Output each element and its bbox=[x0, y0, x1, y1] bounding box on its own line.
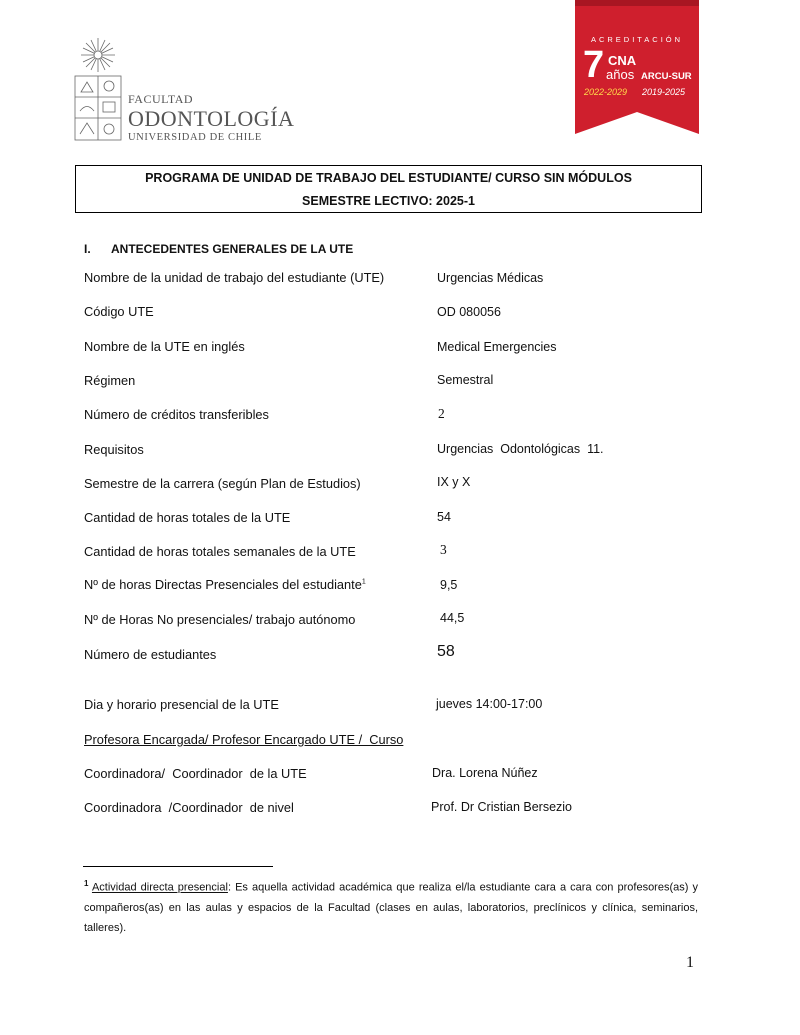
logo-faculty-label: FACULTAD bbox=[128, 92, 194, 106]
footnote-number: 1 bbox=[84, 879, 89, 888]
page-number: 1 bbox=[686, 954, 694, 971]
footnote-term: Actividad directa presencial bbox=[91, 881, 228, 894]
arcu-sur-label: ARCU-SUR bbox=[641, 71, 692, 82]
field-value-direct-hours: 9,5 bbox=[440, 578, 458, 592]
field-value-total-hours: 54 bbox=[437, 510, 451, 524]
footnote-text: : Es aquella actividad académica que realiza el/la estudiante cara a cara con profesores(as) y compañeros(as) en las aulas y espacios de la Facultad (clases en aulas, laboratorios, preclínicos y clínica, seminarios, talleres). bbox=[84, 881, 699, 934]
field-label-direct-hours-text: Nº de horas Directas Presenciales del estudiante bbox=[84, 577, 362, 592]
accreditation-label: ACREDITACIÓN bbox=[590, 35, 684, 44]
field-value-schedule: jueves 14:00-17:00 bbox=[436, 697, 543, 711]
field-label-credits: Número de créditos transferibles bbox=[84, 407, 269, 422]
accreditation-years-number: 7 bbox=[583, 44, 605, 86]
section-heading bbox=[84, 242, 353, 256]
field-value-non-presential-hours: 44,5 bbox=[440, 611, 465, 625]
logo-university: UNIVERSIDAD DE CHILE bbox=[128, 132, 262, 143]
field-label-semester: Semestre de la carrera (según Plan de Estudios) bbox=[84, 476, 361, 491]
footnote-separator bbox=[83, 866, 273, 867]
field-value-credits: 2 bbox=[438, 406, 445, 421]
field-label-non-presential-hours: Nº de Horas No presenciales/ trabajo autónomo bbox=[84, 612, 356, 627]
field-value-english-name: Medical Emergencies bbox=[437, 340, 557, 354]
staff-value-ute-coordinator: Dra. Lorena Núñez bbox=[432, 766, 538, 780]
university-crest-icon bbox=[72, 36, 124, 146]
footnote-reference: 1 bbox=[361, 578, 366, 586]
field-label-schedule: Dia y horario presencial de la UTE bbox=[84, 697, 279, 712]
field-value-code: OD 080056 bbox=[437, 305, 501, 319]
field-label-weekly-hours: Cantidad de horas totales semanales de la UTE bbox=[84, 544, 356, 559]
section-title: ANTECEDENTES GENERALES DE LA UTE bbox=[111, 242, 354, 256]
field-value-requirements: Urgencias Odontológicas 11. bbox=[437, 442, 604, 456]
staff-heading: Profesora Encargada/ Profesor Encargado UTE / Curso bbox=[84, 732, 404, 747]
logo-faculty-name: ODONTOLOGÍA bbox=[128, 106, 295, 131]
field-value-weekly-hours: 3 bbox=[440, 542, 447, 557]
field-value-students: 58 bbox=[437, 643, 455, 660]
field-label-students: Número de estudiantes bbox=[84, 647, 217, 662]
field-label-requirements: Requisitos bbox=[84, 442, 144, 457]
field-label-ute-name: Nombre de la unidad de trabajo del estudiante (UTE) bbox=[84, 270, 385, 285]
field-label-direct-hours bbox=[84, 577, 366, 592]
field-label-code: Código UTE bbox=[84, 304, 154, 319]
section-number: I. bbox=[84, 242, 91, 256]
staff-label-level-coordinator: Coordinadora /Coordinador de nivel bbox=[84, 800, 294, 815]
accreditation-ribbon bbox=[575, 0, 699, 134]
field-value-semester: IX y X bbox=[437, 475, 471, 489]
field-label-regime: Régimen bbox=[84, 373, 136, 388]
footnote bbox=[84, 874, 698, 938]
cna-period: 2022-2029 bbox=[584, 87, 628, 97]
field-label-total-hours: Cantidad de horas totales de la UTE bbox=[84, 510, 291, 525]
field-label-english-name: Nombre de la UTE en inglés bbox=[84, 339, 245, 354]
field-value-regime: Semestral bbox=[437, 373, 494, 387]
accreditation-agency: CNA bbox=[608, 53, 637, 68]
arcu-sur-period: 2019-2025 bbox=[642, 87, 686, 97]
staff-value-level-coordinator: Prof. Dr Cristian Bersezio bbox=[431, 800, 573, 814]
accreditation-years-word: años bbox=[606, 67, 635, 82]
program-title: PROGRAMA DE UNIDAD DE TRABAJO DEL ESTUDIANTE/ CURSO SIN MÓDULOS bbox=[145, 171, 632, 185]
staff-label-ute-coordinator: Coordinadora/ Coordinador de la UTE bbox=[84, 766, 307, 781]
faculty-logo bbox=[72, 36, 295, 146]
semester-title: SEMESTRE LECTIVO: 2025-1 bbox=[302, 194, 475, 208]
field-value-ute-name: Urgencias Médicas bbox=[437, 271, 544, 285]
program-title-box bbox=[75, 165, 702, 213]
